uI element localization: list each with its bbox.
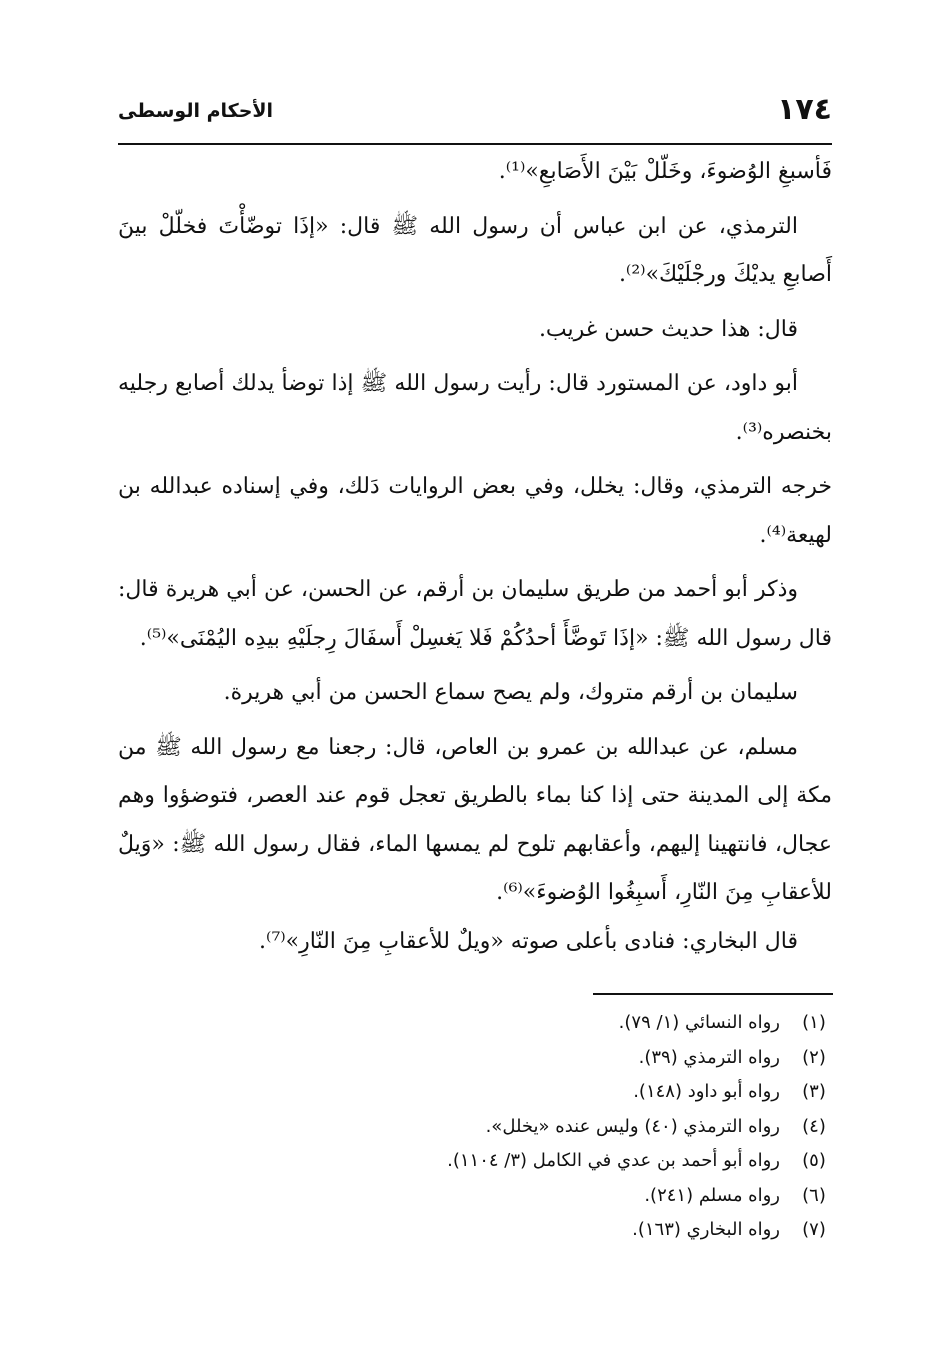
footnote-4 bbox=[118, 1110, 832, 1145]
paragraph-8: مسلم، عن عبدالله بن عمرو بن العاص، قال: رجعنا مع رسول الله ﷺ من مكة إلى المدينة حتى إذا كنا بماء بالطريق تعجل قوم عند العصر، فتوضؤوا وهم عجال، فانتهينا إليهم، وأعقابهم تلوح لم يمسها الماء، فقال رسول الله ﷺ: «وَيلٌ للأعقابِ مِنَ النّارِ، أَسبِغُوا الوُضوءَ»⁽⁶⁾. bbox=[118, 734, 832, 905]
footnote-text: رواه أبو أحمد بن عدي في الكامل (٣/ ١١٠٤). bbox=[447, 1150, 780, 1171]
paragraph-7: سليمان بن أرقم متروك، ولم يصح سماع الحسن من أبي هريرة. bbox=[223, 680, 798, 705]
footnote-2 bbox=[118, 1041, 832, 1076]
header-rule bbox=[118, 143, 832, 145]
paragraph-1: فَأسبغِ الوُضوءَ، وخَلّلْ بَيْنَ الأَصَابعِ»⁽¹⁾. bbox=[498, 159, 832, 184]
paragraph-5: خرجه الترمذي، وقال: يخلل، وفي بعض الروايات دَلك، وفي إسناده عبدالله بن لهيعة⁽⁴⁾. bbox=[118, 474, 832, 548]
footnote-3 bbox=[118, 1075, 832, 1110]
footnote-number: (٣) bbox=[802, 1081, 826, 1102]
footnote-text: رواه النسائي (١/ ٧٩). bbox=[618, 1012, 780, 1033]
footnote-number: (٢) bbox=[802, 1046, 826, 1068]
footnote-text: رواه الترمذي (٤٠) وليس عنده «يخلل». bbox=[485, 1115, 780, 1137]
footnote-number: (٥) bbox=[802, 1150, 826, 1171]
footnotes bbox=[118, 1006, 832, 1248]
paragraph-3: قال: هذا حديث حسن غريب. bbox=[538, 316, 798, 342]
paragraph-4: أبو داود، عن المستورد قال: رأيت رسول الله ﷺ إذا توضأ يدلك أصابع رجليه بخنصره⁽³⁾. bbox=[118, 371, 832, 445]
footnote-number: (١) bbox=[802, 1012, 826, 1033]
body-text bbox=[118, 148, 832, 966]
footnote-rule bbox=[593, 993, 833, 995]
page-header bbox=[118, 92, 832, 132]
footnote-text: رواه مسلم (٢٤١). bbox=[644, 1184, 780, 1206]
footnote-7 bbox=[118, 1213, 832, 1248]
footnote-text: رواه البخاري (١٦٣). bbox=[632, 1219, 780, 1240]
footnote-5 bbox=[118, 1144, 832, 1179]
footnote-number: (٧) bbox=[802, 1219, 826, 1240]
footnote-number: (٤) bbox=[802, 1115, 826, 1137]
page-number: ١٧٤ bbox=[777, 92, 832, 127]
footnote-text: رواه أبو داود (١٤٨). bbox=[633, 1081, 780, 1102]
paragraph-2: الترمذي، عن ابن عباس أن رسول الله ﷺ قال: «إذَا توضّأْتَ فخلّلْ بينَ أَصابعِ يديْكَ ورجْلَيْكَ»⁽²⁾. bbox=[118, 213, 832, 287]
footnote-text: رواه الترمذي (٣٩). bbox=[638, 1046, 780, 1068]
running-head: الأحكام الوسطى bbox=[118, 100, 274, 122]
footnote-1 bbox=[118, 1006, 832, 1041]
footnote-number: (٦) bbox=[802, 1184, 826, 1206]
paragraph-9: قال البخاري: فنادى بأعلى صوته «ويلٌ للأعقابِ مِنَ النّارِ»⁽⁷⁾. bbox=[259, 928, 798, 954]
footnote-6 bbox=[118, 1179, 832, 1214]
paragraph-6: وذكر أبو أحمد من طريق سليمان بن أرقم، عن الحسن، عن أبي هريرة قال: قال رسول الله ﷺ: «إذَا تَوضَّأَ أحدُكُمْ فَلا يَغسِلْ أَسفَالَ رِجلَيْهِ بيدِه اليُمْنَى»⁽⁵⁾. bbox=[118, 577, 832, 651]
